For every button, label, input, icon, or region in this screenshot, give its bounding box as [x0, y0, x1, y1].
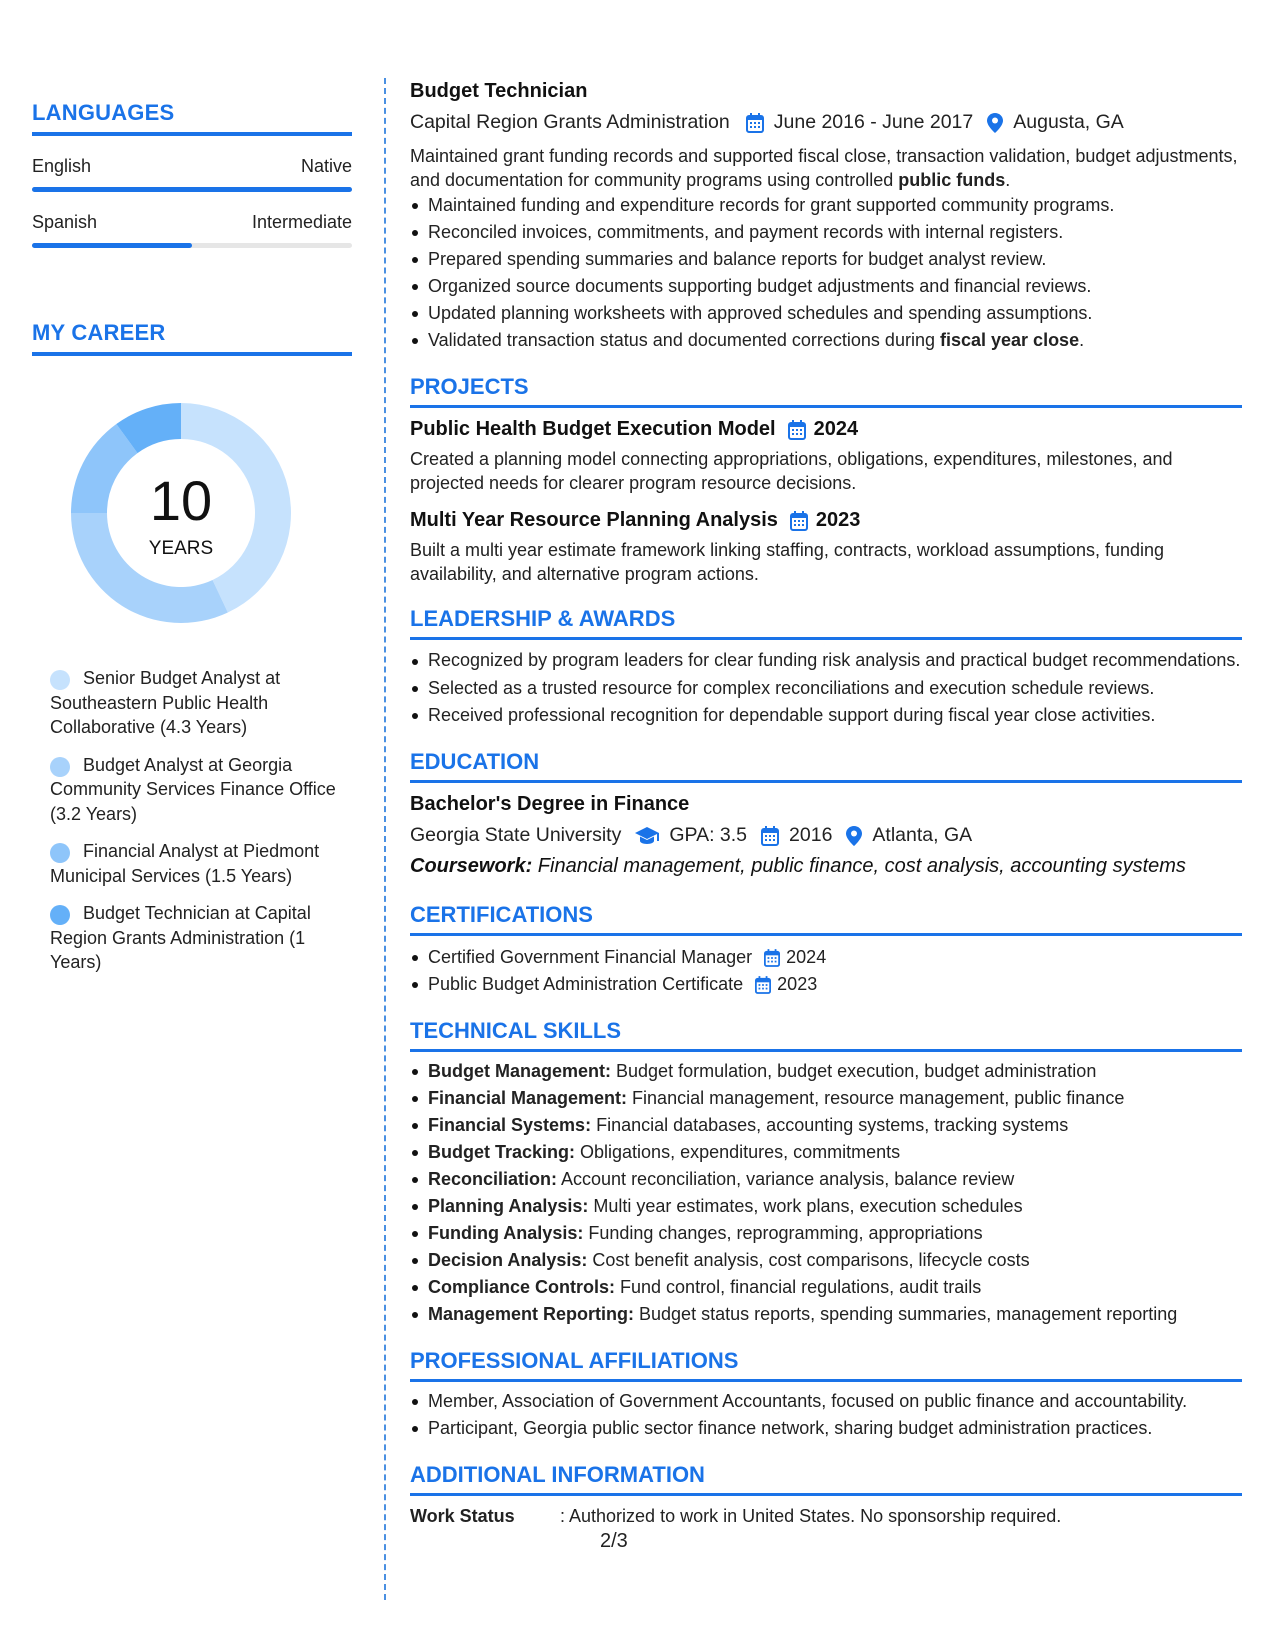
job-entry	[410, 80, 1242, 354]
career-legend-item	[50, 666, 352, 740]
coursework-label: Coursework:	[410, 855, 533, 877]
school-name: Georgia State University	[410, 824, 622, 846]
job-bullet: Reconciled invoices, commitments, and payment records with internal registers.	[410, 219, 1242, 246]
coursework-text: Financial management, public finance, cost analysis, accounting systems	[532, 855, 1186, 877]
career-heading: MY CAREER	[32, 320, 352, 356]
column-divider	[384, 78, 386, 1600]
skill-item	[410, 1193, 1242, 1220]
affiliation-item: Participant, Georgia public sector finance network, sharing budget administration practices.	[410, 1415, 1242, 1442]
degree-title: Bachelor's Degree in Finance	[410, 793, 690, 815]
projects-heading: PROJECTS	[410, 374, 1242, 408]
project-name: Public Health Budget Execution Model	[410, 418, 776, 440]
skill-value: Budget formulation, budget execution, budget administration	[611, 1061, 1097, 1081]
legend-dot-icon	[50, 905, 70, 925]
language-proficiency-bar	[32, 187, 352, 192]
affiliation-item: Member, Association of Government Accountants, focused on public finance and accountability.	[410, 1388, 1242, 1415]
skill-item	[410, 1166, 1242, 1193]
job-summary-end: .	[1005, 170, 1011, 190]
language-proficiency-bar	[32, 243, 352, 248]
affiliations-heading: PROFESSIONAL AFFILIATIONS	[410, 1348, 1242, 1382]
job-bullet-end: .	[1079, 330, 1085, 350]
job-bullet-bold: fiscal year close	[939, 330, 1080, 350]
job-meta	[410, 111, 1242, 134]
language-level: Native	[300, 156, 352, 176]
skill-label: Budget Management:	[428, 1061, 612, 1081]
skill-value: Obligations, expenditures, commitments	[575, 1142, 901, 1162]
main-content	[410, 80, 1242, 1527]
job-bullet: Prepared spending summaries and balance reports for budget analyst review.	[410, 246, 1242, 273]
additional-info-value: : Authorized to work in United States. No sponsorship required.	[560, 1506, 1062, 1526]
skill-label: Funding Analysis:	[428, 1223, 584, 1243]
language-proficiency-fill	[32, 243, 192, 248]
language-item	[32, 212, 352, 248]
skill-value: Fund control, financial regulations, audit trails	[615, 1277, 982, 1297]
skill-item	[410, 1112, 1242, 1139]
career-legend	[32, 666, 352, 975]
job-location: Augusta, GA	[1013, 111, 1124, 133]
leadership-item: Received professional recognition for dependable support during fiscal year close activities.	[410, 702, 1242, 729]
language-proficiency-fill	[32, 187, 352, 192]
location-pin-icon	[846, 826, 862, 846]
skill-item	[410, 1139, 1242, 1166]
skill-item	[410, 1247, 1242, 1274]
legend-dot-icon	[50, 843, 70, 863]
skill-label: Financial Management:	[428, 1088, 628, 1108]
skill-label: Management Reporting:	[428, 1304, 635, 1324]
skill-value: Budget status reports, spending summaries, management reporting	[634, 1304, 1178, 1324]
skill-value: Multi year estimates, work plans, execution schedules	[588, 1196, 1023, 1216]
certification-name: Certified Government Financial Manager	[428, 947, 753, 967]
page-number: 2/3	[600, 1530, 628, 1552]
additional-info-heading: ADDITIONAL INFORMATION	[410, 1462, 1242, 1496]
certifications-heading: CERTIFICATIONS	[410, 902, 1242, 936]
skill-label: Decision Analysis:	[428, 1250, 588, 1270]
calendar-icon	[788, 420, 806, 440]
certification-name: Public Budget Administration Certificate	[428, 974, 744, 994]
project-entry	[410, 509, 1242, 586]
skills-heading: TECHNICAL SKILLS	[410, 1018, 1242, 1052]
leadership-item: Selected as a trusted resource for complex reconciliations and execution schedule reviews.	[410, 675, 1242, 702]
career-legend-label: Financial Analyst at Piedmont Municipal Services (1.5 Years)	[50, 841, 320, 886]
language-name: English	[32, 156, 92, 176]
job-dates: June 2016 - June 2017	[773, 111, 974, 133]
job-bullet: Organized source documents supporting budget adjustments and financial reviews.	[410, 273, 1242, 300]
leadership-item: Recognized by program leaders for clear funding risk analysis and practical budget recommendations.	[410, 648, 1242, 672]
sidebar	[32, 100, 352, 988]
calendar-icon	[755, 976, 771, 994]
calendar-icon	[746, 113, 764, 133]
language-name: Spanish	[32, 212, 98, 232]
affiliations-list	[410, 1388, 1242, 1442]
language-level: Intermediate	[251, 212, 352, 232]
languages-heading: LANGUAGES	[32, 100, 352, 136]
skill-item	[410, 1301, 1242, 1328]
skill-label: Budget Tracking:	[428, 1142, 576, 1162]
education-location: Atlanta, GA	[872, 824, 973, 846]
education-year: 2016	[789, 824, 833, 846]
skill-value: Financial management, resource management, public finance	[627, 1088, 1125, 1108]
education-entry	[410, 793, 1242, 878]
skills-list	[410, 1058, 1242, 1328]
job-summary-bold: public funds	[898, 170, 1006, 190]
project-year: 2024	[813, 418, 859, 440]
job-bullet: Maintained funding and expenditure records for grant supported community programs.	[410, 192, 1242, 219]
certification-year: 2024	[786, 947, 827, 967]
career-legend-label: Senior Budget Analyst at Southeastern Public Health Collaborative (4.3 Years)	[50, 668, 281, 737]
project-entry	[410, 418, 1242, 495]
skill-value: Account reconciliation, variance analysis, balance review	[557, 1169, 1015, 1189]
skill-label: Reconciliation:	[428, 1169, 558, 1189]
skill-label: Compliance Controls:	[428, 1277, 616, 1297]
career-total-unit: YEARS	[148, 538, 214, 559]
project-name: Multi Year Resource Planning Analysis	[410, 509, 778, 531]
leadership-heading: LEADERSHIP & AWARDS	[410, 606, 1242, 640]
education-heading: EDUCATION	[410, 749, 1242, 783]
legend-dot-icon	[50, 670, 70, 690]
leadership-list	[410, 648, 1242, 729]
career-legend-item	[50, 901, 352, 975]
job-bullet: Updated planning worksheets with approved schedules and spending assumptions.	[410, 300, 1242, 327]
career-legend-label: Budget Technician at Capital Region Grants Administration (1 Years)	[50, 903, 311, 972]
location-pin-icon	[987, 113, 1003, 133]
legend-dot-icon	[50, 757, 70, 777]
calendar-icon	[790, 511, 808, 531]
education-meta	[410, 824, 1242, 847]
career-total-years: 10	[149, 469, 213, 532]
job-summary	[410, 144, 1242, 192]
skill-value: Funding changes, reprogramming, appropriations	[583, 1223, 983, 1243]
project-year: 2023	[815, 509, 861, 531]
career-donut-chart	[66, 398, 296, 628]
career-legend-item	[50, 839, 352, 888]
job-summary-text: Maintained grant funding records and supported fiscal close, transaction validation, budget adjustments, and documentation for community programs using controlled	[410, 146, 1238, 190]
coursework	[410, 855, 1242, 878]
certifications-list	[410, 944, 1242, 998]
calendar-icon	[761, 826, 779, 846]
career-legend-label: Budget Analyst at Georgia Community Services Finance Office (3.2 Years)	[50, 754, 336, 824]
certification-item	[410, 971, 1242, 998]
skill-value: Cost benefit analysis, cost comparisons, lifecycle costs	[587, 1250, 1030, 1270]
additional-info-label: Work Status	[410, 1506, 515, 1526]
calendar-icon	[764, 949, 780, 967]
skill-item	[410, 1274, 1242, 1301]
skill-item	[410, 1058, 1242, 1085]
skill-item	[410, 1220, 1242, 1247]
job-bullet	[410, 327, 1242, 354]
skill-value: Financial databases, accounting systems, tracking systems	[591, 1115, 1069, 1135]
skill-item	[410, 1085, 1242, 1112]
project-description: Built a multi year estimate framework linking staffing, contracts, workload assumptions, funding availability, and alternative program actions.	[410, 540, 1165, 584]
certification-item	[410, 944, 1242, 971]
certification-year: 2023	[777, 974, 818, 994]
project-description: Created a planning model connecting appropriations, obligations, expenditures, milestones, and projected needs for clearer program resource decisions.	[410, 449, 1173, 493]
skill-label: Planning Analysis:	[428, 1196, 589, 1216]
job-bullets	[410, 192, 1242, 354]
graduation-cap-icon	[635, 827, 659, 845]
job-company: Capital Region Grants Administration	[410, 111, 730, 133]
additional-info-row	[410, 1506, 1242, 1527]
language-item	[32, 156, 352, 192]
skill-label: Financial Systems:	[428, 1115, 592, 1135]
job-title: Budget Technician	[410, 80, 588, 102]
job-bullet-text: Validated transaction status and documented corrections during	[428, 330, 940, 350]
career-legend-item	[50, 753, 352, 827]
education-gpa: GPA: 3.5	[669, 824, 748, 846]
